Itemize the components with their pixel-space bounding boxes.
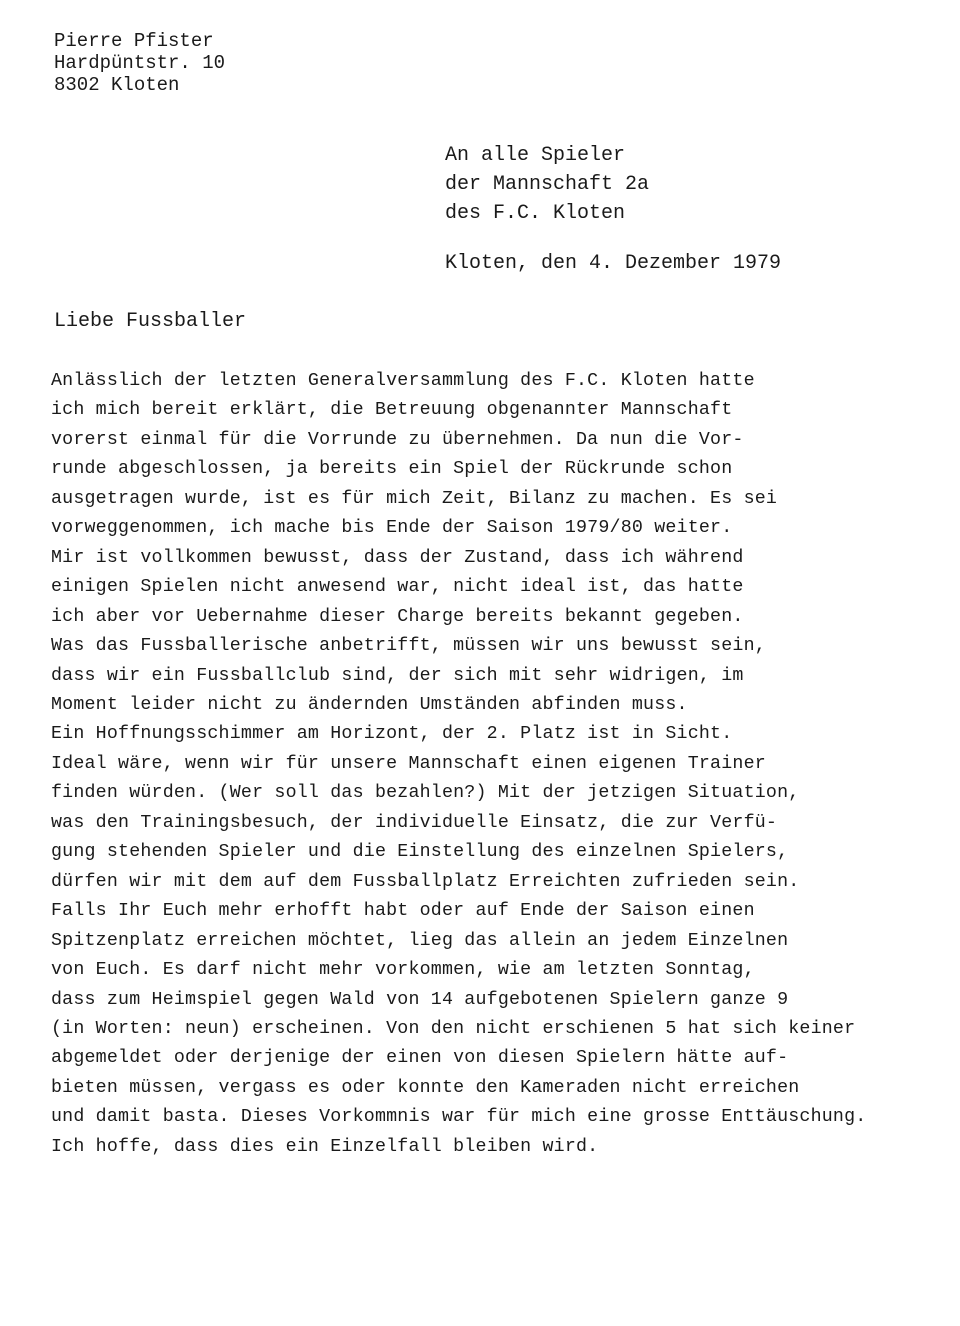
body-line: Moment leider nicht zu ändernden Umständen abfinden muss. <box>51 694 688 715</box>
body-line: was den Trainingsbesuch, der individuelle Einsatz, die zur Verfü- <box>51 812 778 833</box>
body-line: Falls Ihr Euch mehr erhofft habt oder auf Ende der Saison einen <box>51 901 755 922</box>
body-line: vorweggenommen, ich mache bis Ende der Saison 1979/80 weiter. <box>51 518 733 539</box>
sender-address <box>54 30 225 96</box>
body-line: bieten müssen, vergass es oder konnte den Kameraden nicht erreichen <box>51 1077 800 1098</box>
body-line: Mir ist vollkommen bewusst, dass der Zustand, dass ich während <box>51 547 744 568</box>
body-line: dürfen wir mit dem auf dem Fussballplatz Erreichten zufrieden sein. <box>51 871 800 892</box>
sender-street: Hardpüntstr. 10 <box>54 52 226 74</box>
body-line: und damit basta. Dieses Vorkommnis war für mich eine grosse Enttäuschung. <box>51 1107 867 1128</box>
body-line: dass zum Heimspiel gegen Wald von 14 aufgebotenen Spielern ganze 9 <box>51 989 789 1010</box>
body-line: runde abgeschlossen, ja bereits ein Spiel der Rückrunde schon <box>51 459 733 480</box>
body-line: einigen Spielen nicht anwesend war, nicht ideal ist, das hatte <box>51 577 744 598</box>
body-line: dass wir ein Fussballclub sind, der sich mit sehr widrigen, im <box>51 665 744 686</box>
body-line: von Euch. Es darf nicht mehr vorkommen, wie am letzten Sonntag, <box>51 960 755 981</box>
recipient-line: An alle Spieler <box>445 144 626 167</box>
body-line: gung stehenden Spieler und die Einstellung des einzelnen Spielers, <box>51 842 789 863</box>
body-line: Ich hoffe, dass dies ein Einzelfall bleiben wird. <box>51 1136 599 1157</box>
body-line: vorerst einmal für die Vorrunde zu übernehmen. Da nun die Vor- <box>51 429 744 450</box>
body-line: abgemeldet oder derjenige der einen von diesen Spielern hätte auf- <box>51 1048 789 1069</box>
body-line: Anlässlich der letzten Generalversammlung des F.C. Kloten hatte <box>51 371 755 391</box>
letter-date: Kloten, den 4. Dezember 1979 <box>445 252 782 275</box>
recipient-address <box>445 141 649 228</box>
sender-city: 8302 Kloten <box>54 74 180 96</box>
body-line: Spitzenplatz erreichen möchtet, lieg das allein an jedem Einzelnen <box>51 930 789 951</box>
recipient-line: der Mannschaft 2a <box>445 173 650 196</box>
letter-body <box>51 367 951 1162</box>
recipient-line: des F.C. Kloten <box>445 202 626 225</box>
body-line: (in Worten: neun) erscheinen. Von den nicht erschienen 5 hat sich keiner <box>51 1018 856 1039</box>
body-line: finden würden. (Wer soll das bezahlen?) Mit der jetzigen Situation, <box>51 783 800 804</box>
body-line: ich aber vor Uebernahme dieser Charge bereits bekannt gegeben. <box>51 606 744 627</box>
salutation: Liebe Fussballer <box>54 310 247 333</box>
body-line: Was das Fussballerische anbetrifft, müssen wir uns bewusst sein, <box>51 636 766 657</box>
body-line: Ideal wäre, wenn wir für unsere Mannschaft einen eigenen Trainer <box>51 753 766 774</box>
body-line: Ein Hoffnungsschimmer am Horizont, der 2. Platz ist in Sicht. <box>51 724 733 745</box>
body-line: ausgetragen wurde, ist es für mich Zeit, Bilanz zu machen. Es sei <box>51 488 778 509</box>
body-line: ich mich bereit erklärt, die Betreuung obgenannter Mannschaft <box>51 400 733 421</box>
sender-name: Pierre Pfister <box>54 30 214 52</box>
